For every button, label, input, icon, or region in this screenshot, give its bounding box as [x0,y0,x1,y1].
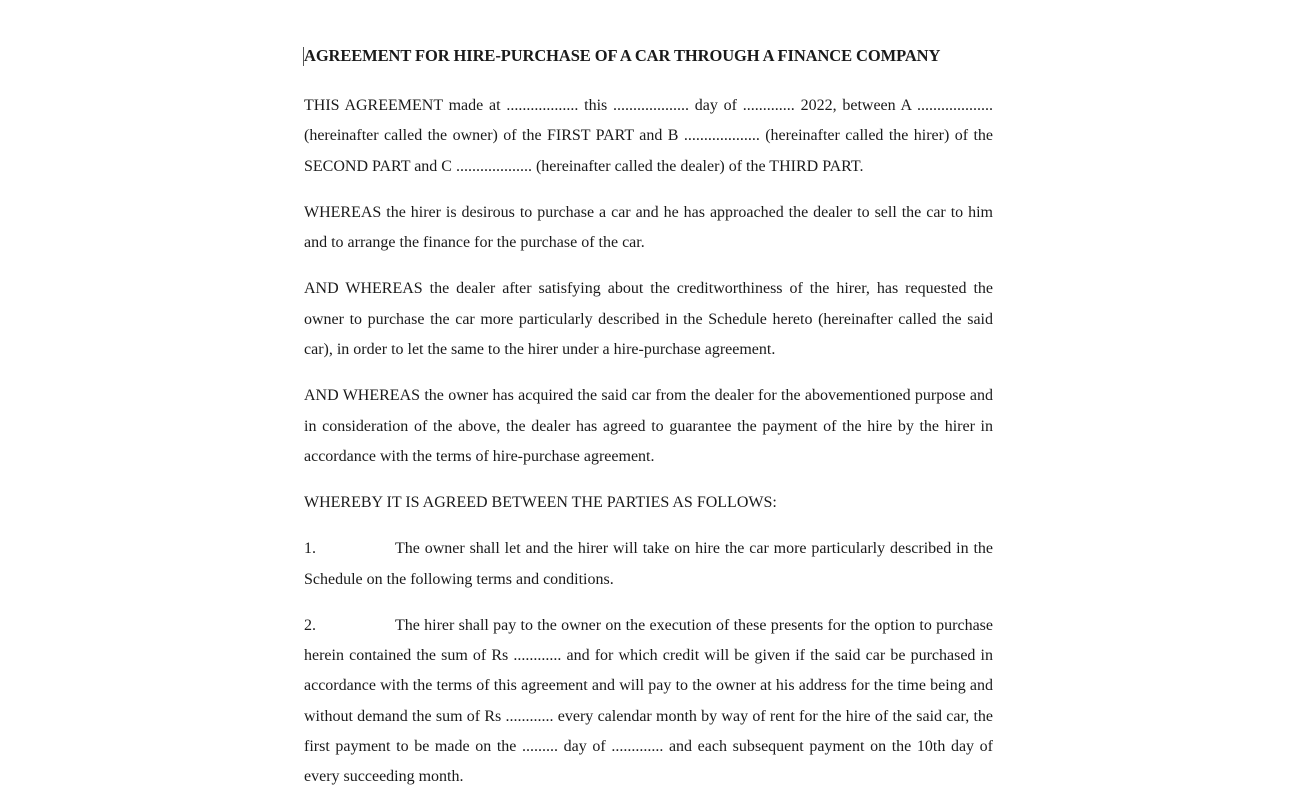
clause-text: The hirer shall pay to the owner on the execution of these presents for the option to purchase herein contained the sum of Rs ............ and for which credit will be given if the said car be purchased in accordance with the terms of this agreement and will pay to the owner at his address for the time being and without demand the sum of Rs ............ every calendar month by way of rent for the hire of the said car, the first payment to be made on the ......... day of ............. and each subsequent payment on the 10th day of every succeeding month. [304,616,993,786]
preamble-paragraph: THIS AGREEMENT made at .................. this ................... day of ............. 2022, between A ................... (hereinafter called the owner) of the FIRST PART and B ................... (hereinafter called the hirer) of the SECOND PART and C ................... (hereinafter called the dealer) of the THIRD PART. [304,97,993,175]
clause-number: 2. [304,616,316,634]
document-title: AGREEMENT FOR HIRE-PURCHASE OF A CAR THROUGH A FINANCE COMPANY [304,46,941,65]
document-body [304,45,993,800]
clause-number: 1. [304,540,316,558]
whereas-paragraph-3: AND WHEREAS the owner has acquired the said car from the dealer for the abovementioned purpose and in consideration of the above, the dealer has agreed to guarantee the payment of the hire by the hirer in accordance with the terms of hire-purchase agreement. [304,387,993,465]
text-cursor [303,47,304,66]
clause-2 [304,611,993,793]
clause-text: The owner shall let and the hirer will take on hire the car more particularly described in the Schedule on the following terms and conditions. [304,540,993,588]
clause-1 [304,534,993,595]
agreed-heading: WHEREBY IT IS AGREED BETWEEN THE PARTIES AS FOLLOWS: [304,494,777,512]
whereas-paragraph-1: WHEREAS the hirer is desirous to purchase a car and he has approached the dealer to sell the car to him and to arrange the finance for the purchase of the car. [304,203,993,252]
whereas-paragraph-2: AND WHEREAS the dealer after satisfying about the creditworthiness of the hirer, has requested the owner to purchase the car more particularly described in the Schedule hereto (hereinafter called the said car), in order to let the same to the hirer under a hire-purchase agreement. [304,280,993,359]
